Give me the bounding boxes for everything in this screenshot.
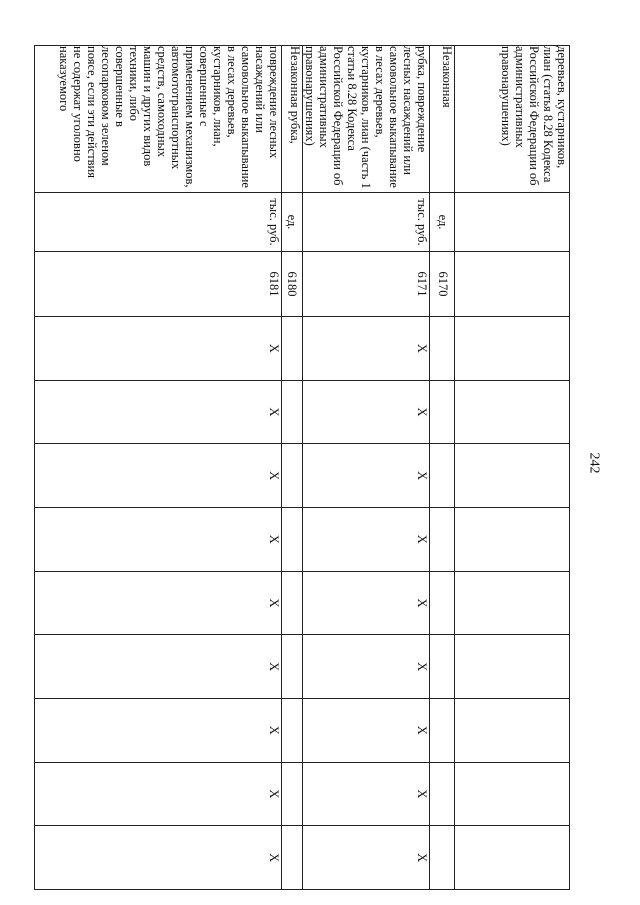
table-row bbox=[282, 46, 303, 890]
value-cell bbox=[430, 380, 455, 444]
value-cell bbox=[282, 507, 303, 571]
value-cell bbox=[282, 571, 303, 635]
value-cell bbox=[430, 571, 455, 635]
value-cell: X bbox=[35, 317, 282, 381]
value-cell: X bbox=[303, 317, 430, 381]
value-cell bbox=[430, 762, 455, 826]
value-cell bbox=[455, 826, 570, 890]
row-description: рубка, повреждение лесных насаждений или самовольное выкапывание в лесах деревьев, кустарников, лиан (часть 1 статьи 8.28 Кодекса Российской Федерации об административных правонарушениях) bbox=[303, 46, 430, 193]
row-description: Незаконная bbox=[430, 46, 455, 193]
row-unit: тыс. руб. bbox=[35, 193, 282, 252]
value-cell: X bbox=[35, 762, 282, 826]
row-unit bbox=[455, 193, 570, 252]
value-cell bbox=[430, 317, 455, 381]
value-cell: X bbox=[35, 444, 282, 508]
row-code: 6171 bbox=[303, 252, 430, 317]
value-cell bbox=[282, 444, 303, 508]
value-cell: X bbox=[303, 380, 430, 444]
row-code bbox=[455, 252, 570, 317]
value-cell bbox=[430, 444, 455, 508]
value-cell bbox=[282, 698, 303, 762]
value-cell bbox=[430, 635, 455, 699]
value-cell bbox=[455, 635, 570, 699]
rotated-table-frame bbox=[40, 45, 570, 890]
value-cell: X bbox=[35, 826, 282, 890]
value-cell bbox=[282, 380, 303, 444]
value-cell: X bbox=[303, 571, 430, 635]
value-cell bbox=[282, 762, 303, 826]
row-unit: тыс. руб. bbox=[303, 193, 430, 252]
table-row bbox=[303, 46, 430, 890]
value-cell bbox=[455, 698, 570, 762]
row-description: повреждение лесных насаждений или самовольное выкапывание в лесах деревьев, кустарников, лиан, совершенные с применением механизмов, автомототранспортных средств, самоходных машин и других видов техники, либо совершенные в лесопарковом зеленом поясе, если эти действия не содержат уголовно наказуемого bbox=[35, 46, 282, 193]
row-description: Незаконная рубка, bbox=[282, 46, 303, 193]
value-cell: X bbox=[35, 380, 282, 444]
value-cell bbox=[430, 698, 455, 762]
value-cell: X bbox=[303, 826, 430, 890]
table-row bbox=[35, 46, 282, 890]
row-code: 6181 bbox=[35, 252, 282, 317]
table-row bbox=[430, 46, 455, 890]
value-cell bbox=[455, 444, 570, 508]
row-code: 6180 bbox=[282, 252, 303, 317]
row-unit: ед. bbox=[282, 193, 303, 252]
value-cell: X bbox=[303, 507, 430, 571]
row-code: 6170 bbox=[430, 252, 455, 317]
value-cell bbox=[455, 317, 570, 381]
table-row bbox=[455, 46, 570, 890]
value-cell bbox=[430, 826, 455, 890]
value-cell bbox=[455, 507, 570, 571]
value-cell: X bbox=[35, 571, 282, 635]
value-cell bbox=[455, 571, 570, 635]
row-unit: ед. bbox=[430, 193, 455, 252]
value-cell bbox=[282, 317, 303, 381]
value-cell bbox=[430, 507, 455, 571]
value-cell bbox=[282, 826, 303, 890]
value-cell: X bbox=[303, 444, 430, 508]
value-cell bbox=[282, 635, 303, 699]
page-number: 242 bbox=[586, 452, 602, 474]
value-cell: X bbox=[303, 698, 430, 762]
report-table bbox=[34, 45, 570, 890]
value-cell: X bbox=[303, 635, 430, 699]
value-cell: X bbox=[35, 635, 282, 699]
rotated-table-content bbox=[40, 45, 570, 890]
value-cell: X bbox=[35, 507, 282, 571]
report-table-body bbox=[35, 46, 570, 890]
value-cell bbox=[455, 762, 570, 826]
row-description: деревьев, кустарников, лиан (статья 8.28 Кодекса Российской Федерации об административных правонарушениях) bbox=[455, 46, 570, 193]
value-cell: X bbox=[35, 698, 282, 762]
value-cell bbox=[455, 380, 570, 444]
value-cell: X bbox=[303, 762, 430, 826]
